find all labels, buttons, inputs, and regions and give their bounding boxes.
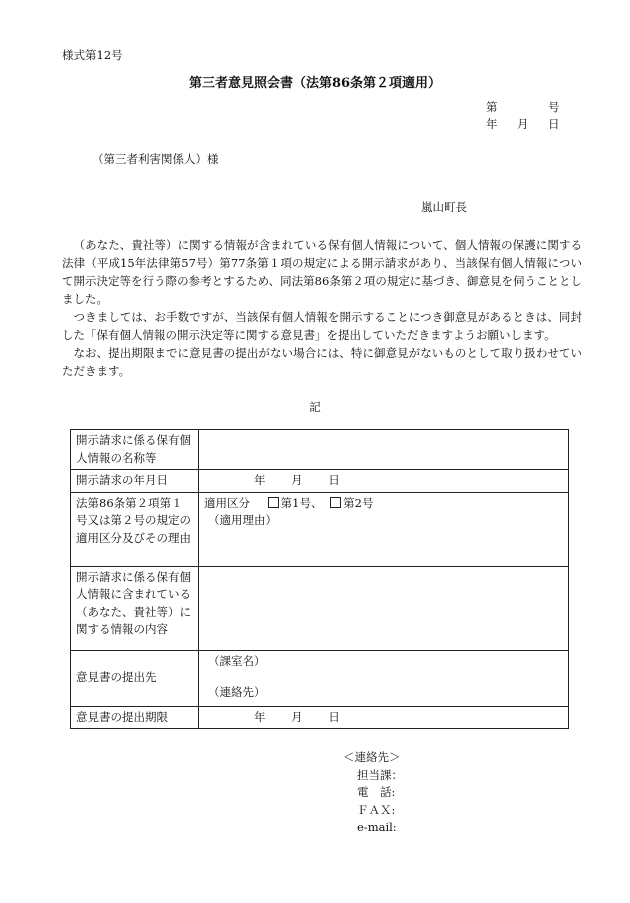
table-row [71,430,569,470]
row-label: 意見書の提出期限 [71,706,199,729]
row-value[interactable] [199,566,569,650]
deadline-field[interactable] [199,706,569,729]
request-date-year: 年 [254,473,266,487]
body-paragraph: なお、提出期限までに意見書の提出がない場合には、特に御意見がないものとして取り扱わせていただきます。 [62,346,582,378]
checkbox-icon[interactable] [330,497,341,508]
ki-label: 記 [309,400,321,414]
contact-fax: ＦＡＸ: [357,802,396,817]
sender: 嵐山町長 [421,200,467,214]
form-number: 様式第12号 [62,48,123,62]
option-1-label: 第1号、 [280,495,323,510]
table-row [71,492,569,566]
contact-phone: 電 話: [357,785,396,799]
info-table [70,429,569,729]
option-2-label: 第2号 [343,495,374,510]
contact-label: （連絡先） [208,685,266,699]
deadline-year: 年 [254,709,266,724]
category-line [204,495,563,513]
body-paragraph: （あなた、貴社等）に関する情報が含まれている保有個人情報について、個人情報の保護に関する法律（平成15年法律第57号）第77条第１項の規定による開示請求があり、当該保有個人情報について開示決定等を行う際の参考とするため、同法第86条第２項の規定に基づき、御意見を伺うこととしました。 [62,238,582,306]
row-label: 意見書の提出先 [71,650,199,706]
contact-email: e-mail: [357,820,397,834]
dept-label: （課室名） [208,653,266,668]
option-2[interactable] [330,496,373,510]
row-label: 開示請求の年月日 [71,470,199,493]
table-row [71,566,569,650]
checkbox-icon[interactable] [268,497,279,508]
table-row [71,470,569,493]
option-1[interactable] [268,496,323,510]
body-paragraph: つきましては、お手数ですが、当該保有個人情報を開示することにつき御意見があるときは、同封した「保有個人情報の開示決定等に関する意見書」を提出していただきますようお願いします。 [62,310,582,342]
row-label: 開示請求に係る保有個人情報の名称等 [71,430,199,470]
request-date-month: 月 [291,473,303,487]
request-date-day: 日 [328,473,340,487]
document-date-day: 日 [548,117,560,131]
deadline-month: 月 [291,709,303,724]
document-date-year: 年 [486,117,498,131]
recipient: （第三者利害関係人）様 [92,152,219,166]
contact-heading: ＜連絡先＞ [343,750,401,764]
contact-block [343,749,403,837]
reason-label: （適用理由） [208,513,277,527]
deadline-day: 日 [328,709,340,724]
row-value[interactable] [199,430,569,470]
table-row [71,650,569,706]
contact-section: 担当課： [357,767,403,782]
row-label: 法第86条第２項第１号又は第２号の規定の適用区分及びその理由 [71,492,199,566]
document-date-month: 月 [517,117,529,131]
body-text [62,236,582,380]
document-number-prefix: 第 [486,100,498,114]
table-row [71,706,569,729]
document-number-suffix: 号 [548,100,560,114]
category-label: 適用区分 [204,495,250,510]
row-label: 開示請求に係る保有個人情報に含まれている（あなた、貴社等）に関する情報の内容 [71,566,199,650]
category-field [199,492,569,566]
request-date-field[interactable] [199,470,569,493]
document-title: 第三者意見照会書（法第86条第２項適用） [188,76,442,91]
submission-field[interactable] [199,650,569,706]
